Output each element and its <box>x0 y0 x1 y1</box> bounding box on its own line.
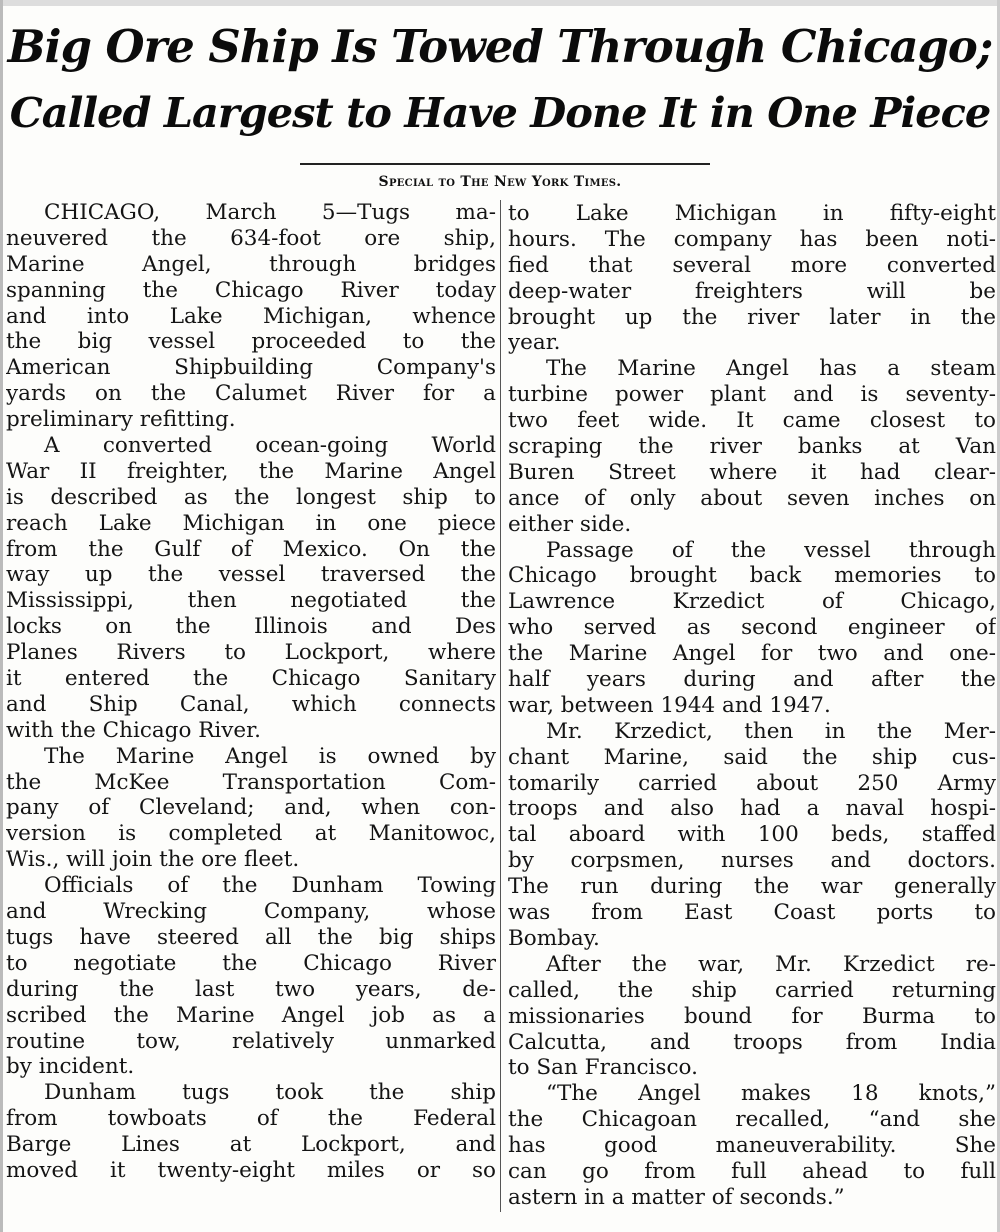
article-text-line: year. <box>508 330 561 356</box>
headline <box>0 14 1000 146</box>
article-text-line: either side. <box>508 511 632 537</box>
article-text-line: yards on the Calumet River for a <box>6 381 496 407</box>
article-text-line: chant Marine, said the ship cus- <box>508 744 996 770</box>
article-text-line: deep-water freighters will be <box>508 278 996 304</box>
article-text-line: tugs have steered all the big ships <box>6 924 496 950</box>
article-text-line: Marine Angel, through bridges <box>6 251 496 277</box>
column-divider <box>500 200 501 1212</box>
article-text-line: Mr. Krzedict, then in the Mer- <box>546 718 996 744</box>
article-text-line: half years during and after the <box>508 667 996 693</box>
article-text-line: brought up the river later in the <box>508 304 996 330</box>
article-text-line: the Chicagoan recalled, “and she <box>508 1107 996 1133</box>
article-text-line: astern in a matter of seconds.” <box>508 1184 845 1210</box>
article-text-line: with the Chicago River. <box>6 717 261 743</box>
article-text-line: Wis., will join the ore fleet. <box>6 847 300 873</box>
article-text-line: it entered the Chicago Sanitary <box>6 666 496 692</box>
article-text-line: preliminary refitting. <box>6 407 236 433</box>
article-column-left <box>6 200 496 1184</box>
article-text-line: Lawrence Krzedict of Chicago, <box>508 589 996 615</box>
headline-rule <box>300 163 710 165</box>
article-text-line: way up the vessel traversed the <box>6 562 496 588</box>
article-text-line: by incident. <box>6 1054 135 1080</box>
article-text-line: A converted ocean-going World <box>44 433 496 459</box>
article-text-line: is described as the longest ship to <box>6 484 496 510</box>
article-text-line: has good maneuverability. She <box>508 1133 996 1159</box>
article-text-line: CHICAGO, March 5—Tugs ma- <box>44 200 496 225</box>
article-text-line: missionaries bound for Burma to <box>508 1003 996 1029</box>
article-text-line: version is completed at Manitowoc, <box>6 821 496 847</box>
article-text-line: to Lake Michigan in fifty-eight <box>508 201 996 226</box>
article-text-line: tomarily carried about 250 Army <box>508 770 996 796</box>
article-text-line: Officials of the Dunham Towing <box>44 873 496 899</box>
article-text-line: American Shipbuilding Company's <box>6 355 496 381</box>
article-text-line: hours. The company has been noti- <box>508 226 996 252</box>
article-text-line: to San Francisco. <box>508 1055 698 1081</box>
scan-border-top <box>0 0 1000 6</box>
article-text-line: After the war, Mr. Krzedict re- <box>546 951 996 977</box>
article-text-line: scribed the Marine Angel job as a <box>6 1002 496 1028</box>
article-text-line: from the Gulf of Mexico. On the <box>6 536 496 562</box>
article-text-line: the big vessel proceeded to the <box>6 329 496 355</box>
article-text-line: Planes Rivers to Lockport, where <box>6 640 496 666</box>
article-text-line: fied that several more converted <box>508 252 996 278</box>
article-text-line: spanning the Chicago River today <box>6 277 496 303</box>
article-text-line: and into Lake Michigan, whence <box>6 303 496 329</box>
article-text-line: locks on the Illinois and Des <box>6 614 496 640</box>
article-text-line: Mississippi, then negotiated the <box>6 588 496 614</box>
article-text-line: The Marine Angel is owned by <box>44 743 496 769</box>
article-text-line: to negotiate the Chicago River <box>6 950 496 976</box>
article-text-line: Bombay. <box>508 925 600 951</box>
article-text-line: Dunham tugs took the ship <box>44 1080 496 1106</box>
article-text-line: The Marine Angel has a steam <box>546 356 996 382</box>
article-text-line: war, between 1944 and 1947. <box>508 692 831 718</box>
article-text-line: by corpsmen, nurses and doctors. <box>508 848 996 874</box>
article-text-line: War II freighter, the Marine Angel <box>6 458 496 484</box>
article-text-line: ance of only about seven inches on <box>508 485 996 511</box>
article-text-line: troops and also had a naval hospi- <box>508 796 996 822</box>
article-text-line: reach Lake Michigan in one piece <box>6 510 496 536</box>
article-column-right <box>508 201 996 1211</box>
article-text-line: was from East Coast ports to <box>508 900 996 926</box>
headline-line-2: Called Largest to Have Done It in One Piece <box>9 88 991 137</box>
article-text-line: from towboats of the Federal <box>6 1106 496 1132</box>
article-text-line: pany of Cleveland; and, when con- <box>6 795 496 821</box>
article-text-line: two feet wide. It came closest to <box>508 408 996 434</box>
article-text-line: neuvered the 634-foot ore ship, <box>6 225 496 251</box>
article-text-line: Passage of the vessel through <box>546 537 996 563</box>
article-text-line: Calcutta, and troops from India <box>508 1029 996 1055</box>
article-text-line: scraping the river banks at Van <box>508 434 996 460</box>
article-text-line: The run during the war generally <box>508 874 996 900</box>
article-text-line: moved it twenty-eight miles or so <box>6 1157 496 1183</box>
article-text-line: Barge Lines at Lockport, and <box>6 1132 496 1158</box>
article-text-line: Buren Street where it had clear- <box>508 459 996 485</box>
article-text-line: the McKee Transportation Com- <box>6 769 496 795</box>
article-text-line: tal aboard with 100 beds, staffed <box>508 822 996 848</box>
article-text-line: called, the ship carried returning <box>508 977 996 1003</box>
dateline: Special to The New York Times. <box>378 174 622 190</box>
article-text-line: “The Angel makes 18 knots,” <box>546 1081 996 1107</box>
article-text-line: and Wrecking Company, whose <box>6 899 496 925</box>
article-text-line: the Marine Angel for two and one- <box>508 641 996 667</box>
article-text-line: Chicago brought back memories to <box>508 563 996 589</box>
headline-line-1: Big Ore Ship Is Towed Through Chicago; <box>7 20 993 73</box>
article-text-line: and Ship Canal, which connects <box>6 691 496 717</box>
article-text-line: routine tow, relatively unmarked <box>6 1028 496 1054</box>
article-text-line: who served as second engineer of <box>508 615 996 641</box>
article-text-line: during the last two years, de- <box>6 976 496 1002</box>
article-text-line: can go from full ahead to full <box>508 1158 996 1184</box>
article-text-line: turbine power plant and is seventy- <box>508 382 996 408</box>
